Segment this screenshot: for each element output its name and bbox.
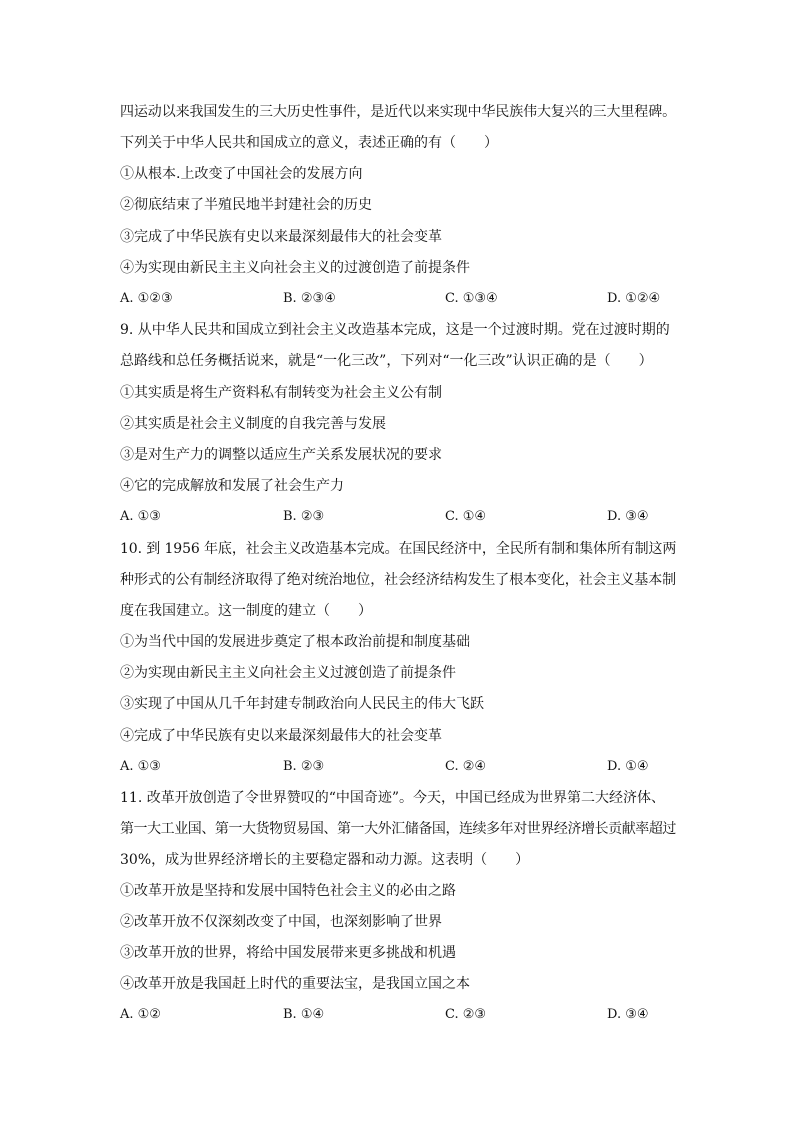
q8-option-a: A. ①②③ xyxy=(120,291,173,306)
q10-option-b: B. ②③ xyxy=(283,759,325,774)
q9-option-c: C. ①④ xyxy=(445,509,487,524)
q10-item-3: ③实现了中国从几千年封建专制政治向人民民主的伟大飞跃 xyxy=(120,696,484,712)
q11-stem-line-1: 11. 改革开放创造了令世界赞叹的“中国奇迹”。今天，中国已经成为世界第二大经济体、 xyxy=(120,790,666,806)
q9-stem-line-1: 9. 从中华人民共和国成立到社会主义改造基本完成，这是一个过渡时期。党在过渡时期的 xyxy=(120,322,670,338)
q10-stem-line-3: 度在我国建立。这一制度的建立（ ） xyxy=(120,603,372,619)
q8-item-1: ①从根本.上改变了中国社会的发展方向 xyxy=(120,166,363,182)
q8-option-c: C. ①③④ xyxy=(445,291,498,306)
q11-stem-line-3: 30%，成为世界经济增长的主要稳定器和动力源。这表明（ ） xyxy=(120,852,530,868)
q8-stem-line-1: 四运动以来我国发生的三大历史性事件，是近代以来实现中华民族伟大复兴的三大里程碑。 xyxy=(120,104,676,120)
q8-item-2: ②彻底结束了半殖民地半封建社会的历史 xyxy=(120,197,372,213)
q10-option-a: A. ①③ xyxy=(120,759,161,774)
q11-stem-line-2: 第一大工业国、第一大货物贸易国、第一大外汇储备国，连续多年对世界经济增长贡献率超过 xyxy=(120,821,676,837)
q11-option-d: D. ③④ xyxy=(607,1007,649,1022)
q10-option-d: D. ①④ xyxy=(607,759,649,774)
q10-item-1: ①为当代中国的发展进步奠定了根本政治前提和制度基础 xyxy=(120,634,470,650)
q11-item-4: ④改革开放是我国赶上时代的重要法宝，是我国立国之本 xyxy=(120,976,470,992)
q8-option-d: D. ①②④ xyxy=(607,291,661,306)
q11-option-b: B. ①④ xyxy=(283,1007,325,1022)
q10-option-c: C. ②④ xyxy=(445,759,487,774)
q10-item-2: ②为实现由新民主主义向社会主义过渡创造了前提条件 xyxy=(120,665,456,681)
q11-item-2: ②改革开放不仅深刻改变了中国，也深刻影响了世界 xyxy=(120,914,442,930)
q11-item-1: ①改革开放是坚持和发展中国特色社会主义的必由之路 xyxy=(120,883,456,899)
q9-option-d: D. ③④ xyxy=(607,509,649,524)
q11-option-c: C. ②③ xyxy=(445,1007,487,1022)
q11-item-3: ③改革开放的世界，将给中国发展带来更多挑战和机遇 xyxy=(120,945,456,961)
q10-stem-line-2: 种形式的公有制经济取得了绝对统治地位，社会经济结构发生了根本变化，社会主义基本制 xyxy=(120,572,676,588)
q11-option-a: A. ①② xyxy=(120,1007,161,1022)
q9-option-b: B. ②③ xyxy=(283,509,325,524)
q9-item-3: ③是对生产力的调整以适应生产关系发展状况的要求 xyxy=(120,447,442,463)
q9-option-a: A. ①③ xyxy=(120,509,161,524)
q9-item-1: ①其实质是将生产资料私有制转变为社会主义公有制 xyxy=(120,385,442,401)
q9-stem-line-2: 总路线和总任务概括说来，就是“一化三改”，下列对“一化三改”认识正确的是（ ） xyxy=(120,353,653,369)
q9-item-4: ④它的完成解放和发展了社会生产力 xyxy=(120,478,344,494)
q8-item-4: ④为实现由新民主主义向社会主义的过渡创造了前提条件 xyxy=(120,260,470,276)
q8-stem-line-2: 下列关于中华人民共和国成立的意义，表述正确的有（ ） xyxy=(120,135,498,151)
q10-stem-line-1: 10. 到 1956 年底，社会主义改造基本完成。在国民经济中，全民所有制和集体所有制这两 xyxy=(120,541,677,557)
q9-item-2: ②其实质是社会主义制度的自我完善与发展 xyxy=(120,416,386,432)
q10-item-4: ④完成了中华民族有史以来最深刻最伟大的社会变革 xyxy=(120,728,442,744)
q8-option-b: B. ②③④ xyxy=(283,291,336,306)
q8-item-3: ③完成了中华民族有史以来最深刻最伟大的社会变革 xyxy=(120,229,442,245)
